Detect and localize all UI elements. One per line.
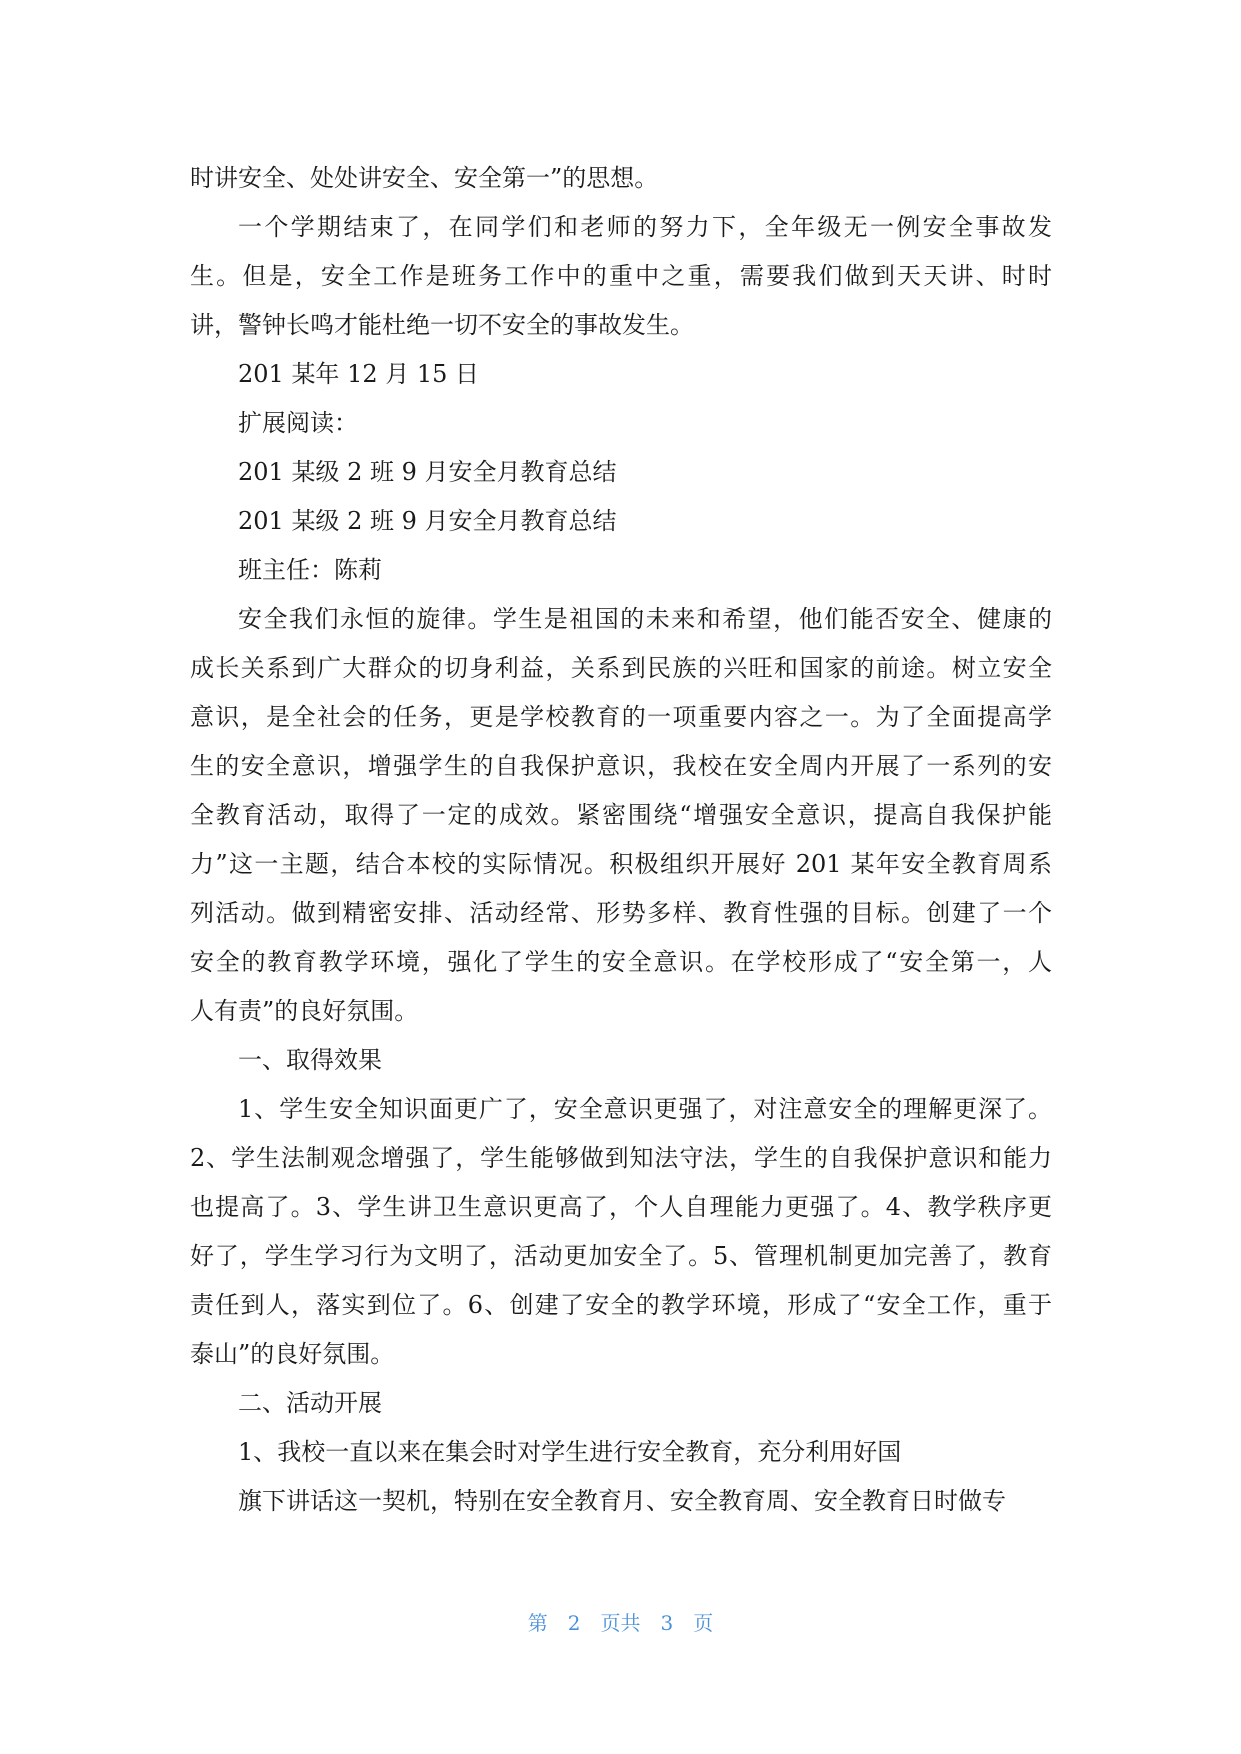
text-line: 意识，是全社会的任务，更是学校教育的一项重要内容之一。为了全面提高学 [190,703,1052,731]
extended-reading-label: 扩展阅读： [238,409,358,437]
text-line: 成长关系到广大群众的切身利益，关系到民族的兴旺和国家的前途。树立安全 [190,654,1052,682]
text-line: 列活动。做到精密安排、活动经常、形势多样、教育性强的目标。创建了一个 [190,899,1052,927]
text-line: 旗下讲话这一契机，特别在安全教育月、安全教育周、安全教育日时做专 [238,1487,1006,1515]
footer-total-pages: 3 [660,1611,674,1635]
text-line: 安全我们永恒的旋律。学生是祖国的未来和希望，他们能否安全、健康的 [238,605,1052,633]
text-line: 讲，警钟长鸣才能杜绝一切不安全的事故发生。 [190,311,694,339]
text-line: 1、学生安全知识面更广了，安全意识更强了，对注意安全的理解更深了。 [238,1095,1052,1123]
text-line: 好了，学生学习行为文明了，活动更加安全了。5、管理机制更加完善了，教育 [190,1242,1052,1270]
text-line: 1、我校一直以来在集会时对学生进行安全教育，充分利用好国 [238,1438,902,1466]
text-line: 泰山”的良好氛围。 [190,1340,395,1368]
footer-ye-gong: 页共 [600,1611,641,1635]
page-footer [0,1610,1241,1636]
footer-di: 第 [527,1611,548,1635]
footer-page-number: 2 [567,1611,581,1635]
article-title: 201 某级 2 班 9 月安全月教育总结 [238,507,617,535]
article-title: 201 某级 2 班 9 月安全月教育总结 [238,458,617,486]
date-line: 201 某年 12 月 15 日 [238,360,480,388]
text-line: 生的安全意识，增强学生的自我保护意识，我校在安全周内开展了一系列的安 [190,752,1052,780]
text-line: 一个学期结束了，在同学们和老师的努力下，全年级无一例安全事故发 [238,213,1052,241]
section-heading: 二、活动开展 [238,1389,382,1417]
text-line: 人有责”的良好氛围。 [190,997,419,1025]
text-line: 安全的教育教学环境，强化了学生的安全意识。在学校形成了“安全第一，人 [190,948,1052,976]
text-line: 时讲安全、处处讲安全、安全第一”的思想。 [190,164,659,192]
section-heading: 一、取得效果 [238,1046,382,1074]
text-line: 责任到人，落实到位了。6、创建了安全的教学环境，形成了“安全工作，重于 [190,1291,1052,1319]
text-line: 2、学生法制观念增强了，学生能够做到知法守法，学生的自我保护意识和能力 [190,1144,1052,1172]
document-body [190,154,1052,1526]
text-line: 力”这一主题，结合本校的实际情况。积极组织开展好 201 某年安全教育周系 [190,850,1052,878]
footer-ye: 页 [693,1611,714,1635]
author-line: 班主任：陈莉 [238,556,382,584]
text-line: 生。但是，安全工作是班务工作中的重中之重，需要我们做到天天讲、时时 [190,262,1052,290]
text-line: 也提高了。3、学生讲卫生意识更高了，个人自理能力更强了。4、教学秩序更 [190,1193,1052,1221]
text-line: 全教育活动，取得了一定的成效。紧密围绕“增强安全意识，提高自我保护能 [190,801,1052,829]
